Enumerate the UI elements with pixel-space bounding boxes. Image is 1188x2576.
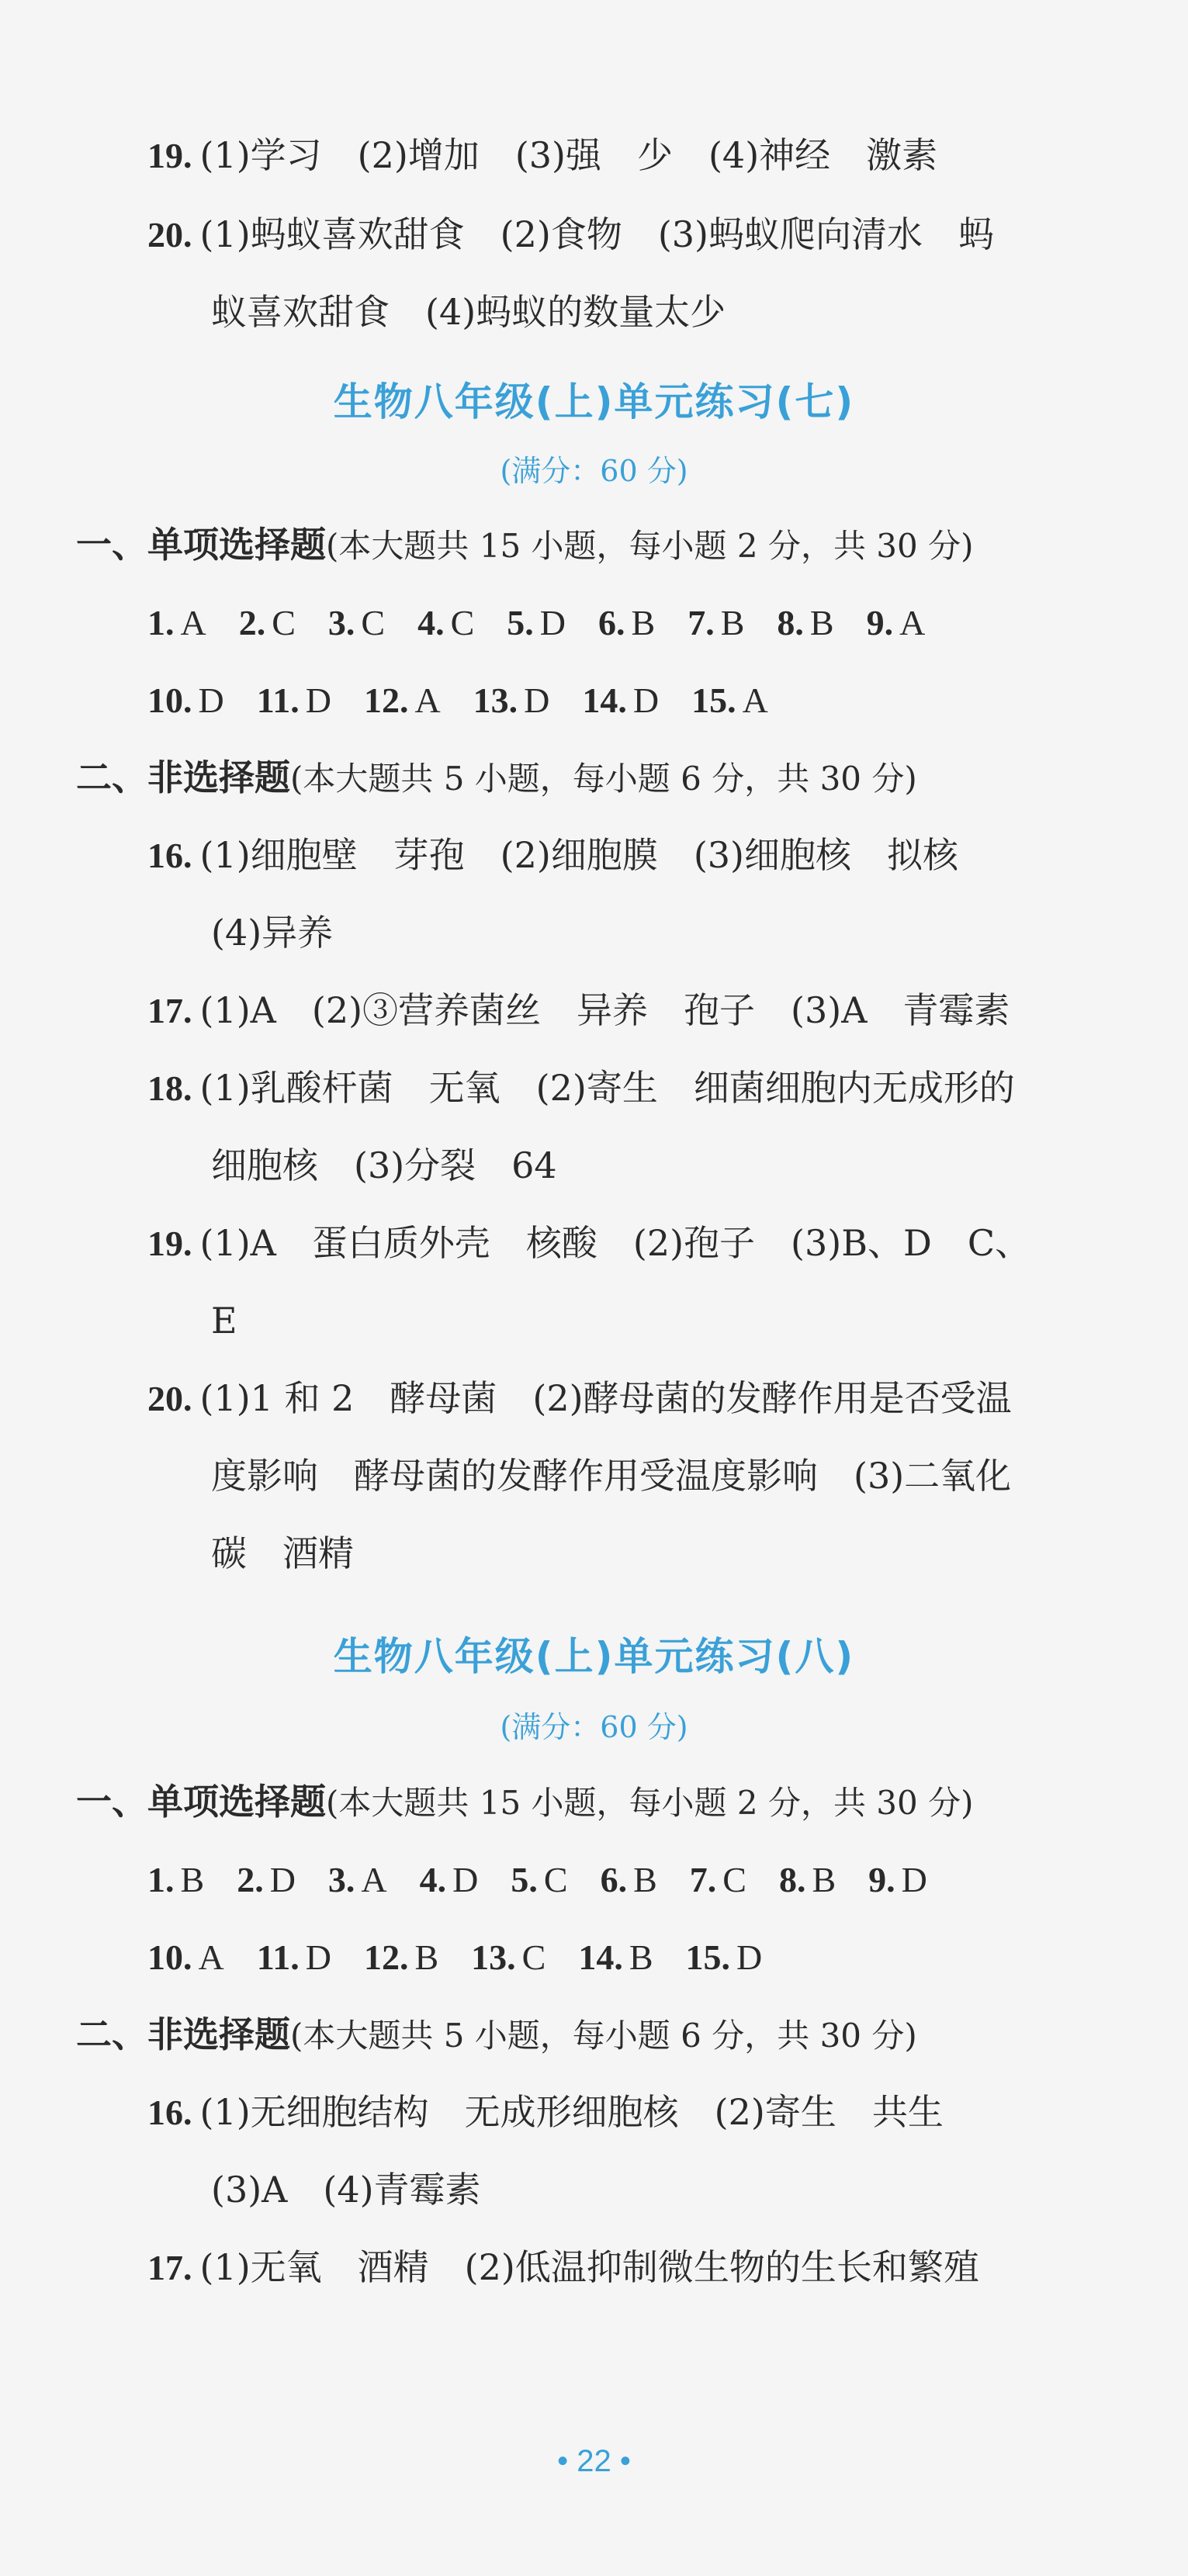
- mc-question-number: 13.: [471, 1937, 516, 1977]
- mc-question-number: 11.: [256, 1937, 300, 1977]
- unit7-answer-16-cont: (4)异养: [211, 912, 334, 954]
- mc-choice: A: [361, 1860, 387, 1899]
- mc-answer: [688, 600, 744, 646]
- mc-choice: C: [450, 603, 475, 642]
- mc-question-number: 9.: [866, 603, 894, 642]
- mc-choice: A: [180, 603, 206, 642]
- mc-answer: [147, 600, 206, 646]
- mc-question-number: 7.: [688, 603, 715, 642]
- mc-question-number: 4.: [417, 603, 445, 642]
- mc-answer: [690, 1857, 746, 1903]
- mc-answer: [779, 1857, 836, 1903]
- mc-question-number: 9.: [868, 1860, 895, 1899]
- mc-question-number: 6.: [600, 1860, 628, 1899]
- unit7-answer-19-cont: E: [211, 1300, 237, 1342]
- unit7-score: (满分：60 分): [500, 454, 688, 488]
- mc-question-number: 3.: [327, 1860, 355, 1899]
- mc-choice: C: [361, 603, 386, 642]
- mc-choice: D: [305, 1937, 331, 1977]
- mc-answer: [867, 600, 926, 646]
- mc-answer: [364, 1934, 438, 1981]
- mc-question-number: 8.: [777, 603, 804, 642]
- mc-choice: D: [539, 603, 566, 642]
- mc-choice: D: [305, 680, 331, 720]
- page-number: • 22 •: [557, 2444, 631, 2478]
- mc-choice: D: [452, 1860, 479, 1899]
- mc-answer: [237, 1857, 296, 1903]
- mc-choice: B: [633, 1860, 657, 1899]
- mc-answer: [598, 600, 655, 646]
- mc-answer: [257, 1934, 331, 1981]
- mc-question-number: 1.: [147, 603, 175, 642]
- unit8-mc-row1: [147, 1856, 960, 1903]
- unit8-section1-heading: 一、单项选择题(本大题共 15 小题，每小题 2 分，共 30 分): [76, 1781, 974, 1823]
- mc-choice: A: [899, 603, 926, 642]
- mc-choice: C: [543, 1860, 568, 1899]
- unit7-mc-row1: [147, 599, 958, 646]
- mc-choice: C: [521, 1937, 546, 1977]
- unit7-title: 生物八年级(上)单元练习(七): [333, 379, 855, 424]
- mc-question-number: 15.: [685, 1937, 730, 1977]
- mc-choice: B: [414, 1937, 439, 1977]
- answer-20-prev: 20. (1)蚂蚁喜欢甜食 (2)食物 (3)蚂蚁爬向清水 蚂: [147, 213, 994, 255]
- unit7-answer-18-cont: 细胞核 (3)分裂 64: [211, 1144, 557, 1186]
- mc-answer: [328, 1857, 387, 1903]
- mc-choice: B: [180, 1860, 205, 1899]
- mc-question-number: 12.: [363, 1937, 409, 1977]
- mc-question-number: 8.: [778, 1860, 806, 1899]
- unit8-answer-17: 17. (1)无氧 酒精 (2)低温抑制微生物的生长和繁殖: [147, 2246, 979, 2288]
- mc-question-number: 2.: [237, 1860, 264, 1899]
- mc-choice: D: [524, 680, 550, 720]
- mc-answer: [686, 1934, 763, 1981]
- mc-question-number: 13.: [473, 680, 518, 720]
- mc-answer: [147, 1857, 204, 1903]
- mc-answer: [473, 677, 550, 724]
- mc-question-number: 10.: [147, 1937, 192, 1977]
- mc-answer: [471, 1934, 546, 1981]
- unit8-answer-16: 16. (1)无细胞结构 无成形细胞核 (2)寄生 共生: [147, 2091, 944, 2133]
- mc-choice: C: [272, 603, 296, 642]
- mc-choice: B: [629, 1937, 653, 1977]
- mc-answer: [147, 677, 224, 724]
- unit7-section1-heading: 一、单项选择题(本大题共 15 小题，每小题 2 分，共 30 分): [76, 524, 974, 566]
- mc-question-number: 6.: [598, 603, 625, 642]
- mc-choice: B: [720, 603, 745, 642]
- mc-answer: [601, 1857, 657, 1903]
- mc-answer: [147, 1934, 224, 1981]
- mc-question-number: 14.: [582, 680, 627, 720]
- unit8-title: 生物八年级(上)单元练习(八): [333, 1634, 855, 1679]
- mc-answer: [239, 600, 296, 646]
- mc-answer: [691, 677, 768, 724]
- mc-choice: D: [736, 1937, 763, 1977]
- mc-answer: [364, 677, 441, 724]
- mc-question-number: 5.: [511, 1860, 538, 1899]
- mc-answer: [507, 600, 566, 646]
- mc-question-number: 11.: [256, 680, 300, 720]
- mc-question-number: 1.: [147, 1860, 175, 1899]
- mc-answer: [420, 1857, 479, 1903]
- mc-question-number: 2.: [238, 603, 266, 642]
- mc-answer: [417, 600, 474, 646]
- mc-answer: [257, 677, 331, 724]
- mc-answer: [511, 1857, 567, 1903]
- mc-question-number: 12.: [363, 680, 409, 720]
- unit7-section2-heading: 二、非选择题(本大题共 5 小题，每小题 6 分，共 30 分): [76, 757, 917, 798]
- mc-choice: D: [269, 1860, 296, 1899]
- mc-choice: D: [632, 680, 660, 720]
- mc-choice: B: [631, 603, 656, 642]
- mc-choice: B: [812, 1860, 836, 1899]
- mc-question-number: 10.: [147, 680, 192, 720]
- mc-question-number: 5.: [507, 603, 534, 642]
- unit7-answer-16: 16. (1)细胞壁 芽孢 (2)细胞膜 (3)细胞核 拟核: [147, 834, 958, 876]
- mc-answer: [328, 600, 385, 646]
- unit7-answer-20-cont1: 度影响 酵母菌的发酵作用受温度影响 (3)二氧化: [211, 1455, 1012, 1497]
- mc-choice: D: [901, 1860, 927, 1899]
- answer-19-prev: 19. (1)学习 (2)增加 (3)强 少 (4)神经 激素: [147, 134, 938, 176]
- unit7-answer-19: 19. (1)A 蛋白质外壳 核酸 (2)孢子 (3)B、D C、: [147, 1222, 1031, 1264]
- mc-question-number: 3.: [327, 603, 355, 642]
- mc-choice: B: [809, 603, 834, 642]
- mc-answer: [578, 1934, 653, 1981]
- mc-question-number: 15.: [691, 680, 736, 720]
- mc-question-number: 14.: [578, 1937, 623, 1977]
- mc-answer: [777, 600, 833, 646]
- mc-choice: A: [414, 680, 441, 720]
- mc-choice: C: [722, 1860, 746, 1899]
- unit7-answer-20: 20. (1)1 和 2 酵母菌 (2)酵母菌的发酵作用是否受温: [147, 1377, 1012, 1419]
- mc-answer: [868, 1857, 927, 1903]
- unit7-answer-18: 18. (1)乳酸杆菌 无氧 (2)寄生 细菌细胞内无成形的: [147, 1067, 1015, 1109]
- unit7-answer-20-cont2: 碳 酒精: [211, 1532, 354, 1574]
- mc-choice: A: [198, 1937, 224, 1977]
- unit7-mc-row2: [147, 677, 801, 724]
- unit7-answer-17: 17. (1)A (2)③营养菌丝 异养 孢子 (3)A 青霉素: [147, 989, 1010, 1031]
- unit8-section2-heading: 二、非选择题(本大题共 5 小题，每小题 6 分，共 30 分): [76, 2013, 917, 2055]
- mc-choice: A: [742, 680, 768, 720]
- mc-answer: [582, 677, 659, 724]
- mc-choice: D: [198, 680, 224, 720]
- answer-20-prev-cont: 蚁喜欢甜食 (4)蚂蚁的数量太少: [211, 291, 726, 333]
- mc-question-number: 4.: [419, 1860, 447, 1899]
- unit8-answer-16-cont: (3)A (4)青霉素: [211, 2169, 481, 2211]
- unit8-score: (满分：60 分): [500, 1710, 688, 1744]
- mc-question-number: 7.: [689, 1860, 717, 1899]
- unit8-mc-row2: [147, 1934, 795, 1981]
